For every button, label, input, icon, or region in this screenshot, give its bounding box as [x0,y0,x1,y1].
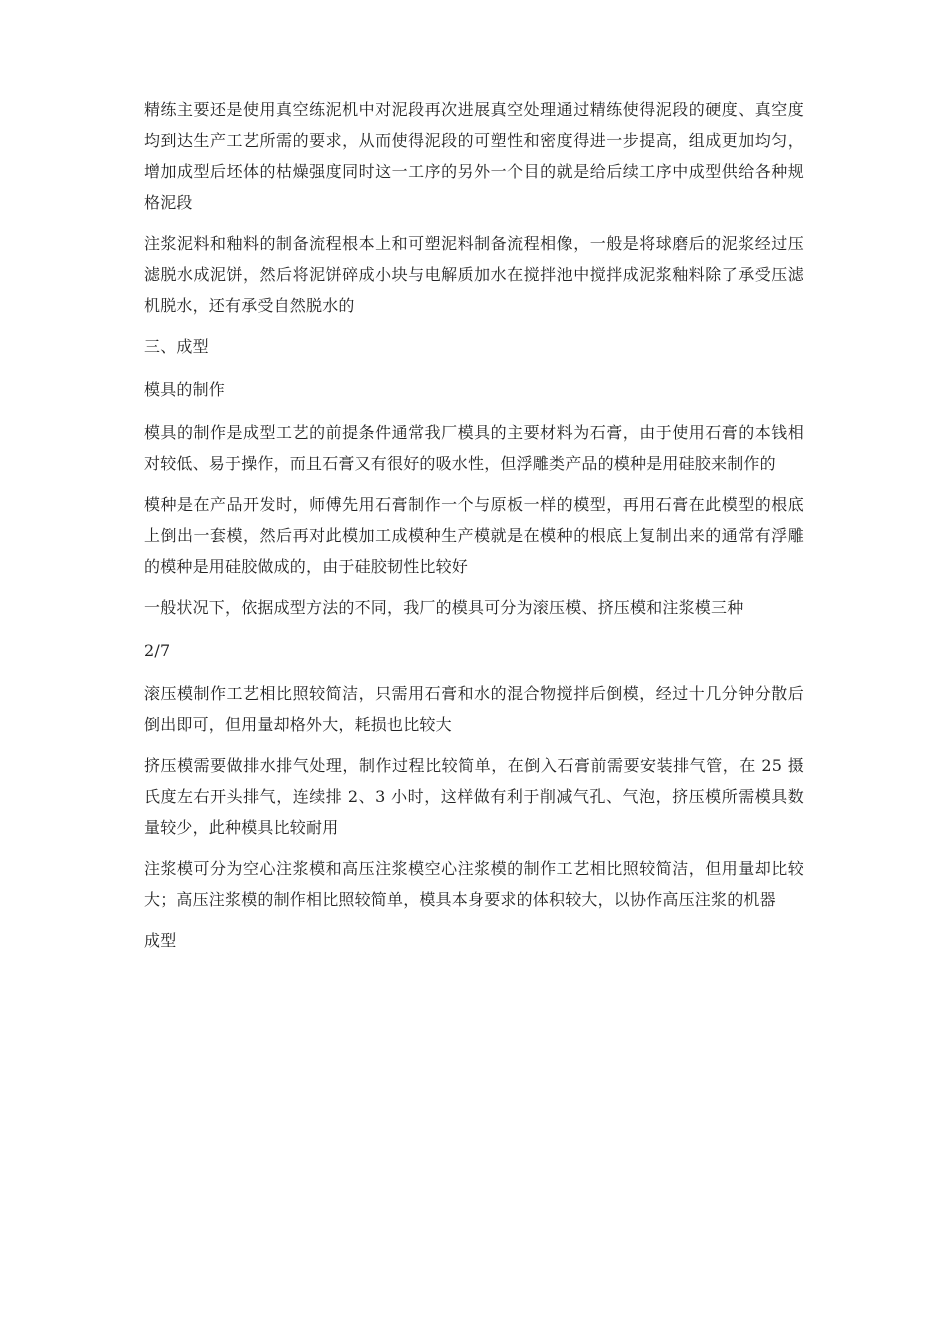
paragraph-mold-master: 模种是在产品开发时，师傅先用石膏制作一个与原板一样的模型，再用石膏在此模型的根底上倒出一套模，然后再对此模加工成模种生产模就是在模种的根底上复制出来的通常有浮雕的模种是用硅胶做成的，由于硅胶韧性比较好 [144,495,804,576]
subheading-forming: 成型 [144,931,177,950]
paragraph-slip-casting-mold: 注浆模可分为空心注浆模和高压注浆模空心注浆模的制作工艺相比照较简洁，但用量却比较大；高压注浆模的制作相比照较简单，模具本身要求的体积较大，以协作高压注浆的机器 [144,859,804,909]
subheading-mold-making: 模具的制作 [144,380,226,399]
paragraph-slip-glaze-preparation: 注浆泥料和釉料的制备流程根本上和可塑泥料制备流程相像，一般是将球磨后的泥浆经过压滤脱水成泥饼，然后将泥饼碎成小块与电解质加水在搅拌池中搅拌成泥浆釉料除了承受压滤机脱水，还有承受自然脱水的 [144,234,804,315]
paragraph-roller-mold: 滚压模制作工艺相比照较简洁，只需用石膏和水的混合物搅拌后倒模，经过十几分钟分散后倒出即可，但用量却格外大，耗损也比较大 [144,684,804,734]
page-number: 2/7 [144,641,171,660]
paragraph-extrusion-mold: 挤压模需要做排水排气处理，制作过程比较简单，在倒入石膏前需要安装排气管，在 25 摄氏度左右开头排气，连续排 2、3 小时，这样做有利于削减气孔、气泡，挤压模所需模具数量较少，此种模具比较耐用 [144,756,804,837]
section-heading-forming: 三、成型 [144,337,209,356]
paragraph-refining: 精练主要还是使用真空练泥机中对泥段再次进展真空处理通过精练使得泥段的硬度、真空度均到达生产工艺所需的要求，从而使得泥段的可塑性和密度得进一步提高，组成更加均匀，增加成型后坯体的枯燥强度同时这一工序的另外一个目的就是给后续工序中成型供给各种规格泥段 [144,100,804,212]
paragraph-mold-making: 模具的制作是成型工艺的前提条件通常我厂模具的主要材料为石膏，由于使用石膏的本钱相对较低、易于操作，而且石膏又有很好的吸水性，但浮雕类产品的模种是用硅胶来制作的 [144,423,804,473]
document-body [144,94,804,968]
paragraph-mold-types: 一般状况下，依据成型方法的不同，我厂的模具可分为滚压模、挤压模和注浆模三种 [144,598,744,617]
